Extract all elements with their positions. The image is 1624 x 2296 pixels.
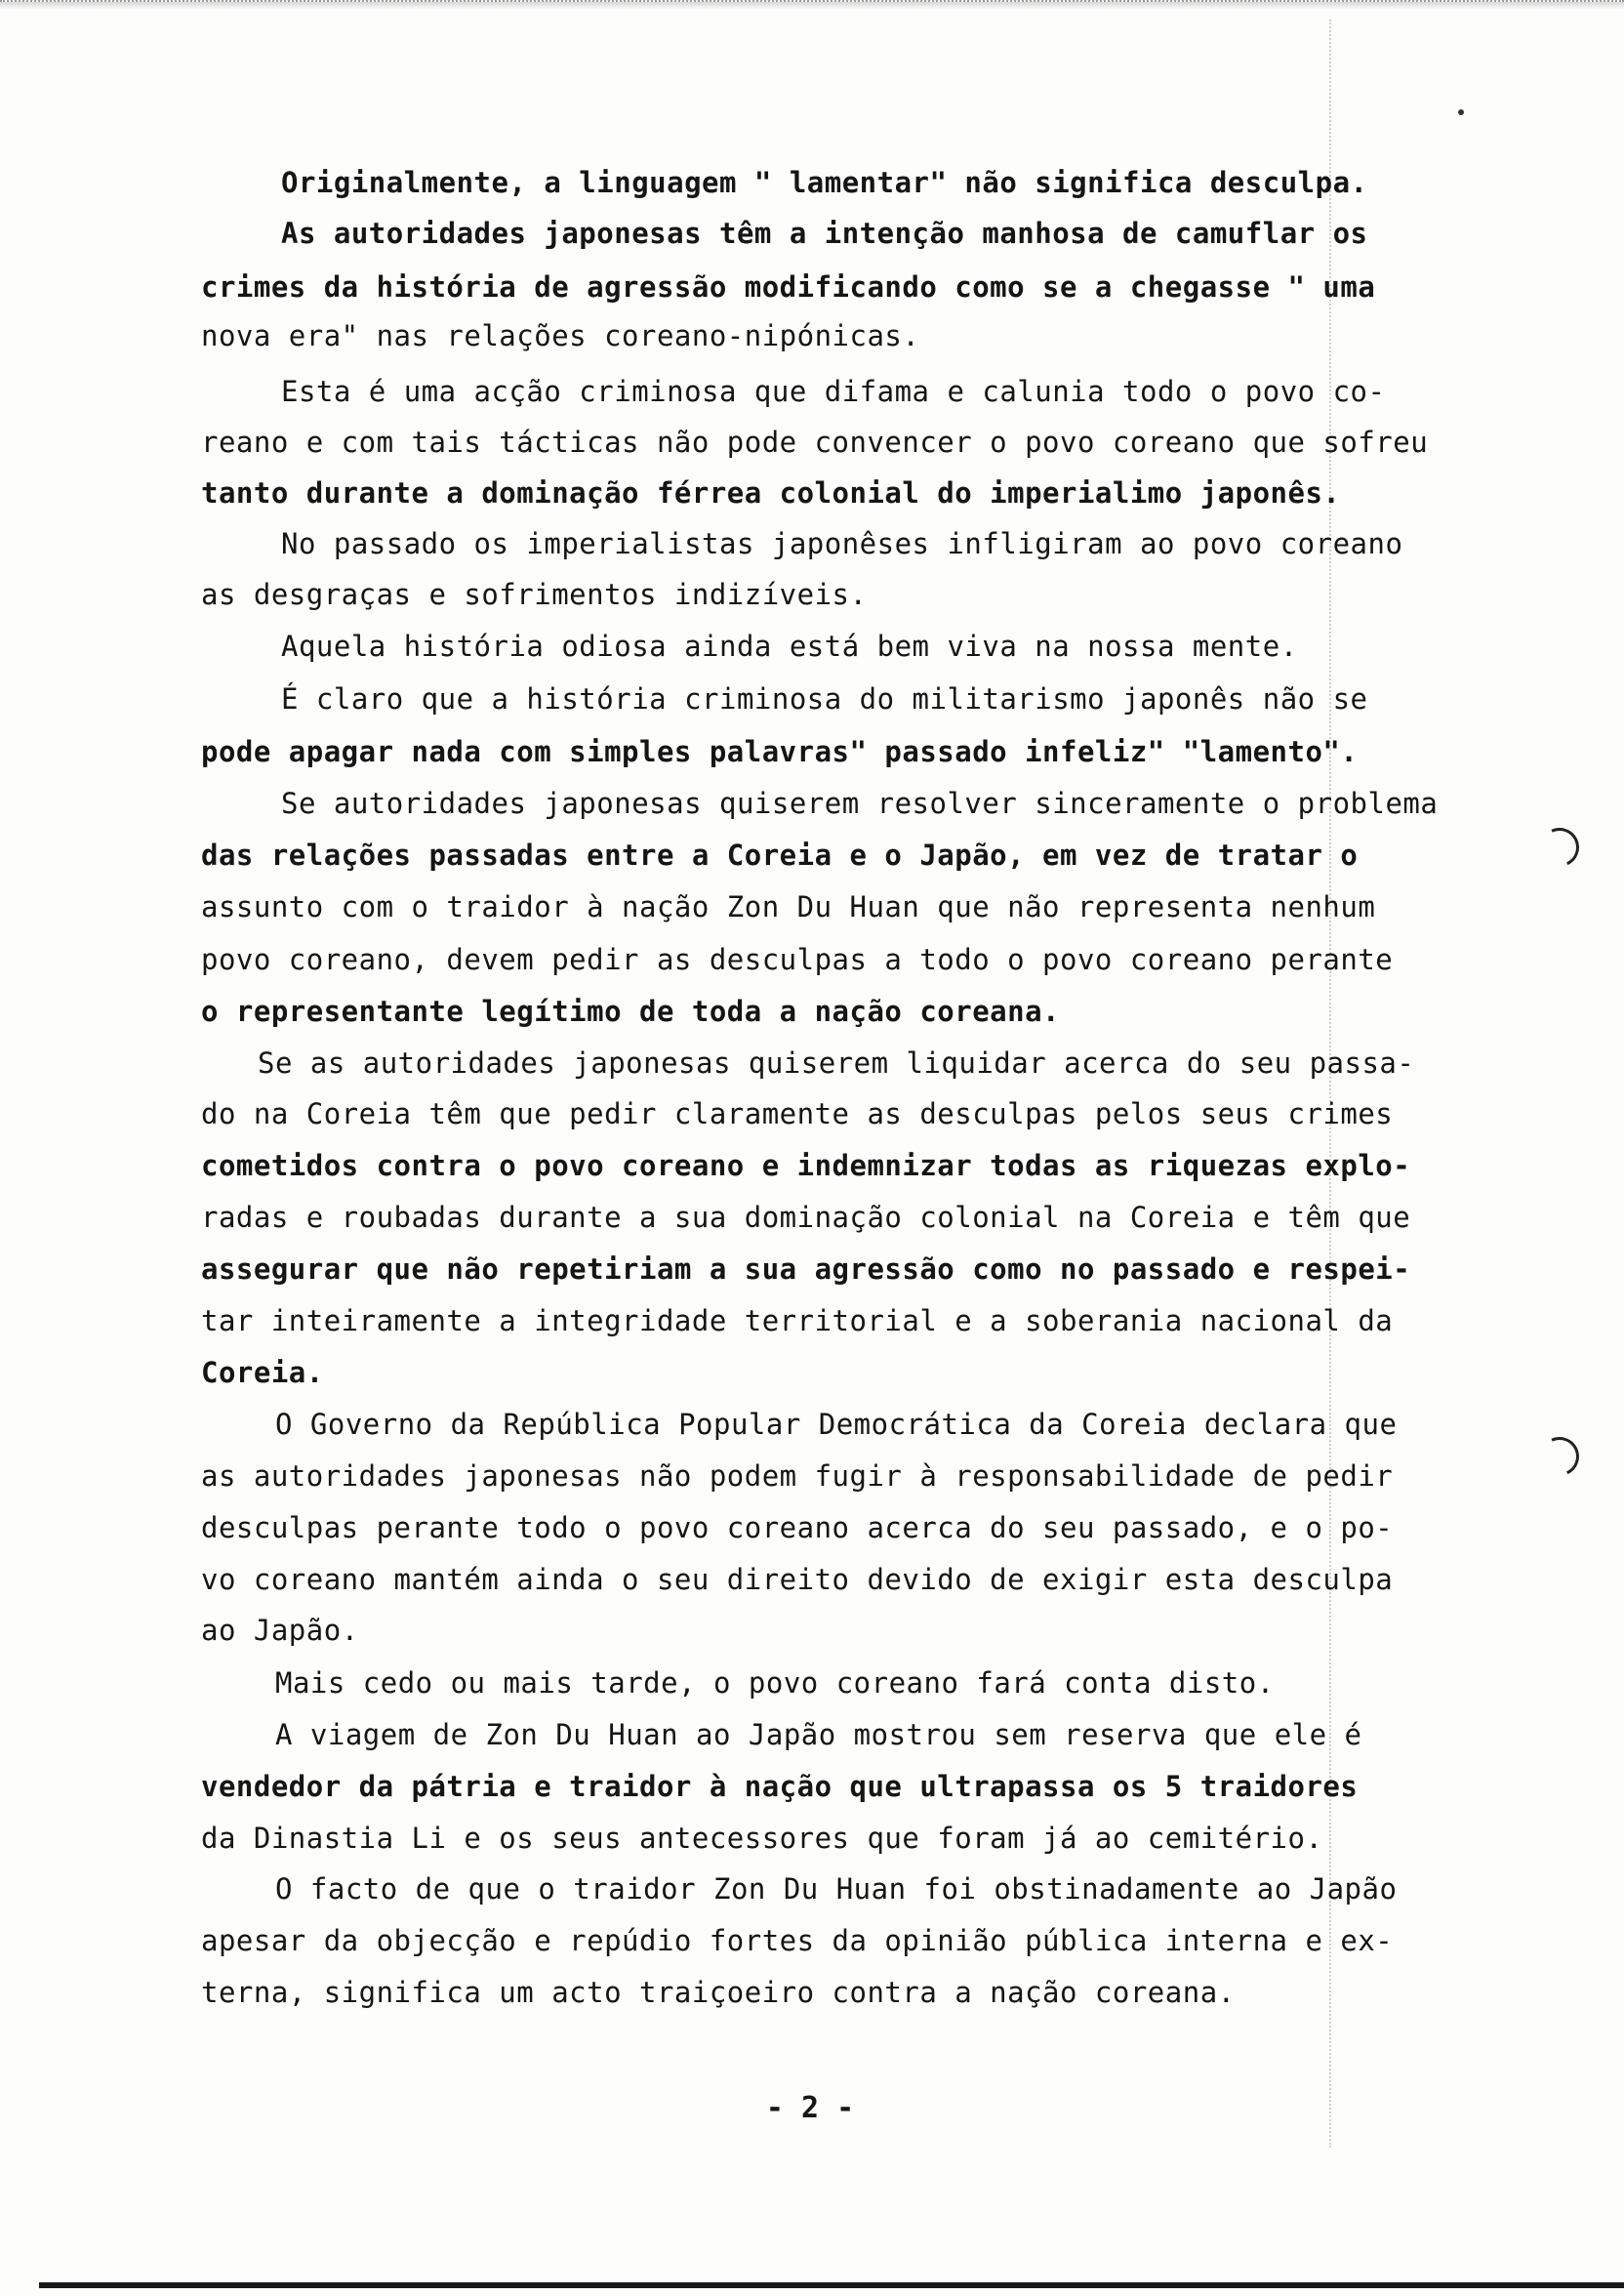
text-line: apesar da objecção e repúdio fortes da opinião pública interna e ex- — [201, 1924, 1394, 1957]
text-line: No passado os imperialistas japonêses infligiram ao povo coreano — [281, 527, 1403, 560]
scan-fold-mark — [1329, 20, 1333, 2148]
text-line: assegurar que não repetiriam a sua agressão como no passado e respei- — [201, 1252, 1411, 1286]
text-line: as autoridades japonesas não podem fugir à responsabilidade de pedir — [201, 1459, 1394, 1493]
text-line: das relações passadas entre a Coreia e o Japão, em vez de tratar o — [201, 839, 1359, 872]
page-number: - 2 - — [765, 2091, 855, 2125]
text-line: vendedor da pátria e traidor à nação que ultrapassa os 5 traidores — [201, 1770, 1359, 1803]
text-line: Se autoridades japonesas quiserem resolver sinceramente o problema — [281, 787, 1439, 820]
text-line: ao Japão. — [201, 1614, 359, 1647]
text-line: reano e com tais tácticas não pode convencer o povo coreano que sofreu — [201, 426, 1429, 459]
text-line: do na Coreia têm que pedir claramente as desculpas pelos seus crimes — [201, 1097, 1394, 1130]
punch-hole-mark — [1534, 1431, 1584, 1481]
punch-hole-mark — [1534, 822, 1584, 872]
text-line: Originalmente, a linguagem " lamentar" não significa desculpa. — [281, 166, 1368, 199]
text-line: Se as autoridades japonesas quiserem liquidar acerca do seu passa- — [258, 1046, 1415, 1080]
text-line: tanto durante a dominação férrea colonial do imperialimo japonês. — [201, 476, 1341, 510]
text-line: cometidos contra o povo coreano e indemnizar todas as riquezas explo- — [201, 1149, 1411, 1182]
text-line: o representante legítimo de toda a nação coreana. — [201, 995, 1061, 1028]
ink-dot — [1458, 109, 1464, 115]
text-line: assunto com o traidor à nação Zon Du Huan que não representa nenhum — [201, 890, 1376, 923]
text-line: O facto de que o traidor Zon Du Huan foi obstinadamente ao Japão — [275, 1872, 1398, 1906]
text-line: as desgraças e sofrimentos indizíveis. — [201, 578, 868, 611]
scan-bottom-edge — [39, 2282, 1624, 2288]
text-line: O Governo da República Popular Democrática da Coreia declara que — [275, 1408, 1398, 1441]
text-line: pode apagar nada com simples palavras" passado infeliz" "lamento". — [201, 735, 1359, 768]
scan-top-edge — [0, 0, 1624, 10]
text-line: vo coreano mantém ainda o seu direito devido de exigir esta desculpa — [201, 1563, 1394, 1596]
text-line: A viagem de Zon Du Huan ao Japão mostrou sem reserva que ele é — [275, 1718, 1362, 1751]
text-line: Coreia. — [201, 1356, 324, 1389]
text-line: nova era" nas relações coreano-nipónicas. — [201, 319, 920, 352]
text-line: Esta é uma acção criminosa que difama e calunia todo o povo co- — [281, 375, 1386, 408]
text-line: É claro que a história criminosa do militarismo japonês não se — [281, 682, 1368, 716]
text-line: terna, significa um acto traiçoeiro contra a nação coreana. — [201, 1976, 1236, 2009]
text-line: Mais cedo ou mais tarde, o povo coreano fará conta disto. — [275, 1666, 1275, 1700]
text-line: radas e roubadas durante a sua dominação colonial na Coreia e têm que — [201, 1201, 1411, 1234]
text-line: desculpas perante todo o povo coreano acerca do seu passado, e o po- — [201, 1511, 1394, 1544]
text-line: Aquela história odiosa ainda está bem viva na nossa mente. — [281, 630, 1298, 663]
text-line: tar inteiramente a integridade territorial e a soberania nacional da — [201, 1304, 1394, 1337]
text-line: povo coreano, devem pedir as desculpas a todo o povo coreano perante — [201, 943, 1394, 976]
text-line: crimes da história de agressão modificando como se a chegasse " uma — [201, 270, 1376, 304]
text-line: da Dinastia Li e os seus antecessores que foram já ao cemitério. — [201, 1822, 1323, 1855]
text-line: As autoridades japonesas têm a intenção manhosa de camuflar os — [281, 217, 1368, 250]
